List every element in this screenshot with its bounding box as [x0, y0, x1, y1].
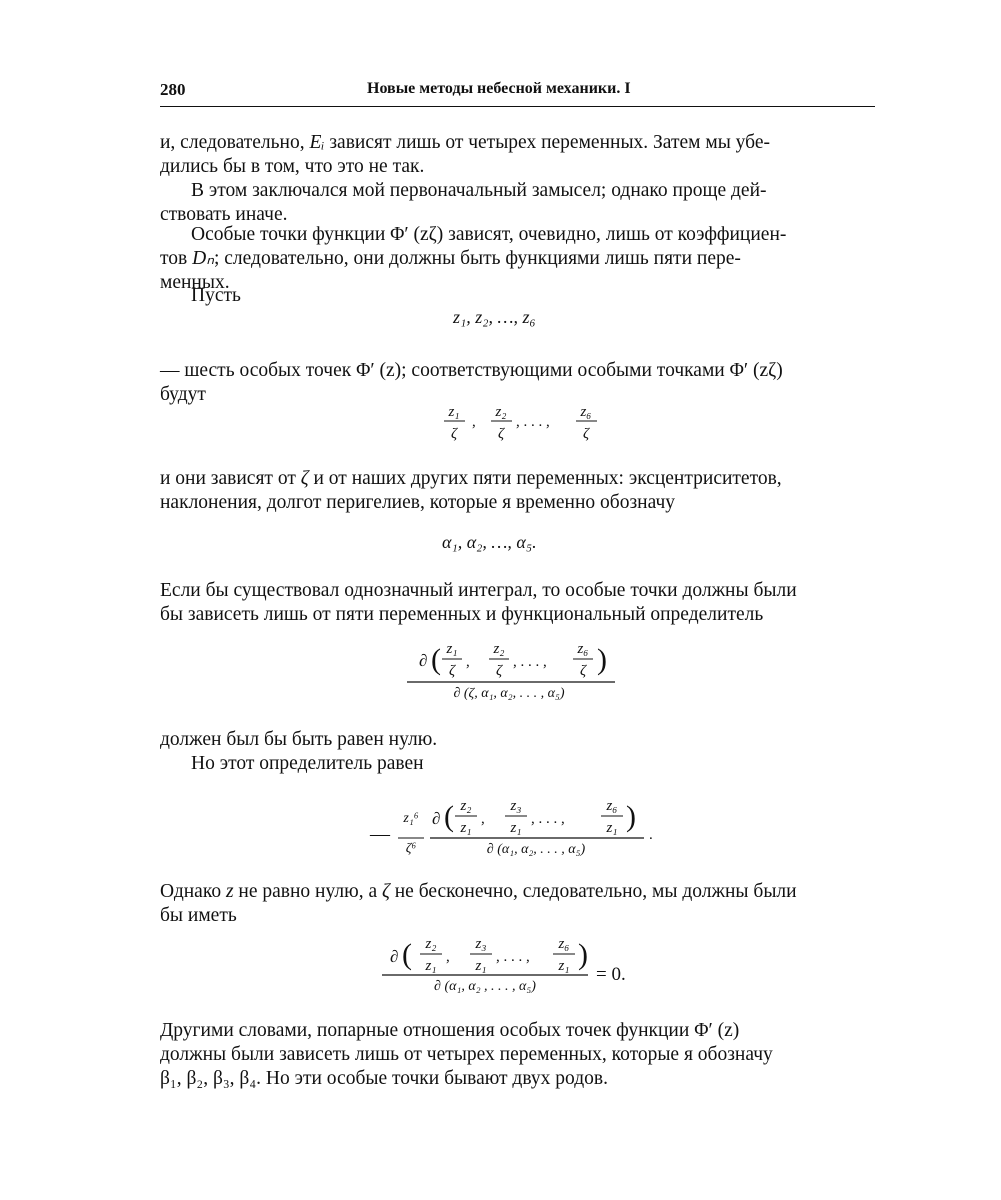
text-run: Особые точки функции [191, 224, 391, 245]
running-header [160, 80, 875, 107]
partial-symbol: ∂ [432, 809, 441, 828]
equals-zero: = 0. [596, 964, 626, 985]
text-run: Однако [160, 881, 226, 902]
numerator-z6: z₆ [577, 641, 589, 657]
left-paren: ( [431, 643, 441, 676]
denominator-z1: z₁ [510, 820, 522, 836]
minus-sign: — [370, 823, 390, 845]
denominator-zeta: ζ [582, 426, 590, 442]
ellipsis: , . . . , [513, 654, 547, 670]
numerator-z2: z₂ [495, 404, 507, 420]
paragraph-9: Но этот определитель равен [191, 753, 424, 774]
text-run: дились бы в том, что это не так. [160, 156, 425, 177]
text-run: бы зависеть лишь от пяти переменных и функциональный определитель [160, 604, 764, 625]
symbol-phi-z: Φ′ (z) [694, 1020, 740, 1041]
equation-alpha-list: α₁, α₂, …, α₅. [442, 532, 537, 552]
partial-symbol: ∂ [419, 651, 428, 670]
numerator-z1: z₁ [446, 641, 458, 657]
paragraph-4: Пусть [191, 285, 241, 306]
numerator-z6: z₆ [606, 798, 618, 814]
text-run: и от наших других пяти переменных: эксцентриситетов, [308, 468, 782, 489]
symbol-phi-zzeta: Φ′ (zζ) [729, 360, 783, 381]
comma: , [446, 949, 450, 965]
numerator-z3: z₃ [510, 798, 522, 814]
left-paren: ( [444, 800, 454, 833]
text-run: и они зависят от [160, 468, 301, 489]
numerator-z1: z₁ [448, 404, 460, 420]
symbol-ei: Eᵢ [309, 132, 325, 153]
text-run: — шесть особых точек [160, 360, 357, 381]
denominator-z1: z₁ [425, 958, 437, 974]
equation-jacobian-2 [368, 790, 660, 858]
paragraph-11 [160, 1019, 876, 1091]
text-run: ; следовательно, они должны быть функциями лишь пяти пере- [213, 248, 741, 269]
ellipsis: , . . . , [516, 414, 550, 430]
jacobian-denominator: ∂ (α₁, α₂, . . . , α₅) [486, 842, 586, 857]
text-run: В этом заключался мой первоначальный замысел; однако проще дей- [191, 180, 767, 201]
partial-symbol: ∂ [390, 947, 399, 966]
denominator-zeta: ζ [450, 426, 458, 442]
right-paren: ) [597, 643, 607, 676]
comma: , [481, 811, 485, 827]
symbol-dn: Dₙ [192, 248, 214, 269]
ellipsis: , . . . , [496, 949, 530, 965]
paragraph-3 [160, 223, 876, 295]
ellipsis: , . . . , [531, 811, 565, 827]
period: . [649, 827, 653, 843]
text-run: будут [160, 384, 206, 405]
left-paren: ( [402, 938, 412, 971]
text-run: менных. [160, 272, 230, 293]
text-run: зависят лишь от четырех переменных. Затем мы убе- [324, 132, 770, 153]
paragraph-1 [160, 131, 876, 179]
text-run: Если бы существовал однозначный интеграл, то особые точки должны были [160, 580, 797, 601]
text-run: зависят, очевидно, лишь от коэффициен- [443, 224, 787, 245]
numerator-z2: z₂ [460, 798, 472, 814]
equation-jacobian-1 [405, 633, 620, 703]
text-run: наклонения, долгот перигелиев, которые я временно обозначу [160, 492, 676, 513]
denominator-zeta-pow6: ζ⁶ [405, 841, 417, 856]
symbol-phi-z: Φ′ (z) [356, 360, 402, 381]
comma: , [472, 414, 476, 430]
text-run: и, следовательно, [160, 132, 310, 153]
denominator-zeta: ζ [448, 663, 456, 679]
symbol-z: z [225, 881, 234, 902]
text-run: не равно нулю, а [233, 881, 382, 902]
denominator-z1: z₁ [460, 820, 472, 836]
paragraph-6 [160, 467, 876, 515]
right-paren: ) [578, 938, 588, 971]
text-run: должны были зависеть лишь от четырех переменных, которые я обозначу [160, 1044, 773, 1065]
text-run: Другими словами, попарные отношения особых точек функции [160, 1020, 695, 1041]
numerator-z6: z₆ [580, 404, 592, 420]
page-number: 280 [160, 80, 186, 99]
text-run: ; соответствующими особыми точками [401, 360, 730, 381]
numerator-z1-pow6: z₁⁶ [403, 811, 419, 826]
jacobian-denominator: ∂ (ζ, α₁, α₂, . . . , α₅) [453, 686, 565, 701]
symbol-betas: β₁, β₂, β₃, β₄ [160, 1068, 257, 1089]
denominator-zeta: ζ [495, 663, 503, 679]
symbol-phi-zzeta: Φ′ (zζ) [390, 224, 444, 245]
denominator-zeta: ζ [579, 663, 587, 679]
equation-z-over-zeta [430, 400, 610, 446]
text-run: ствовать иначе. [160, 204, 288, 225]
denominator-z1: z₁ [558, 958, 570, 974]
running-title: Новые методы небесной механики. I [367, 80, 631, 97]
comma: , [466, 654, 470, 670]
jacobian-denominator: ∂ (α₁, α₂ , . . . , α₅) [434, 979, 536, 994]
paragraph-2 [160, 179, 876, 227]
equation-z-list: z₁, z₂, …, z₆ [453, 307, 536, 327]
denominator-z1: z₁ [475, 958, 487, 974]
numerator-z3: z₃ [475, 936, 487, 952]
paragraph-10 [160, 880, 876, 928]
numerator-z6: z₆ [558, 936, 570, 952]
denominator-zeta: ζ [497, 426, 505, 442]
paragraph-7 [160, 579, 876, 627]
text-run: бы иметь [160, 905, 237, 926]
numerator-z2: z₂ [493, 641, 505, 657]
equation-jacobian-3 [378, 928, 648, 996]
symbol-zeta: ζ [300, 468, 309, 489]
denominator-z1: z₁ [606, 820, 618, 836]
numerator-z2: z₂ [425, 936, 437, 952]
symbol-zeta: ζ [381, 881, 390, 902]
right-paren: ) [626, 800, 636, 833]
text-run: . Но эти особые точки бывают двух родов. [256, 1068, 608, 1089]
text-run: не бесконечно, следовательно, мы должны были [389, 881, 797, 902]
text-run: тов [160, 248, 193, 269]
paragraph-8: должен был бы быть равен нулю. [160, 729, 438, 750]
